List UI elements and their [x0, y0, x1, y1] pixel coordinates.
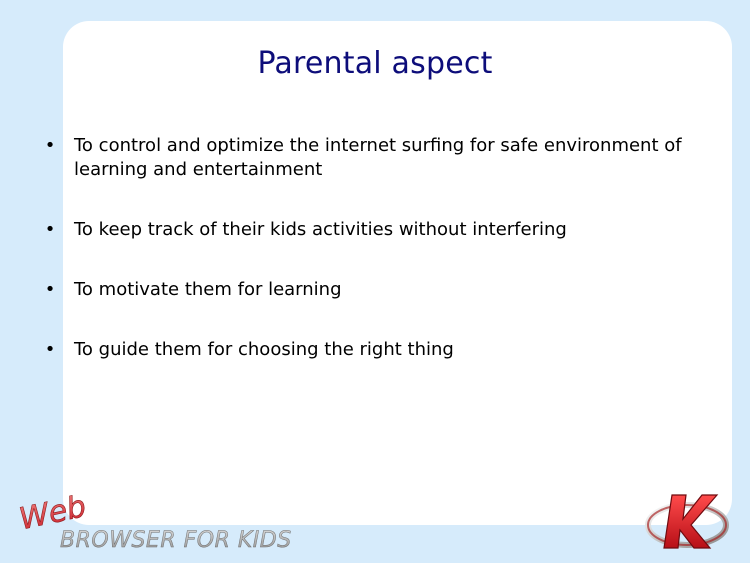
bullet-item — [44, 218, 704, 242]
bullet-item — [44, 278, 704, 302]
bullet-text: To control and optimize the internet surfing for safe environment of learning and entertainment — [74, 135, 682, 180]
bullet-text: To guide them for choosing the right thing — [74, 339, 454, 360]
bullet-text: To keep track of their kids activities without interfering — [74, 219, 567, 240]
bullet-dot: • — [44, 339, 56, 360]
k-swoosh-logo-icon — [644, 485, 730, 551]
bullet-list — [44, 134, 704, 398]
web-browser-for-kids-logo-icon — [14, 489, 292, 554]
bullet-dot: • — [44, 279, 56, 300]
bullet-item — [44, 338, 704, 362]
svg-text:Web: Web — [16, 489, 90, 538]
bullet-dot: • — [44, 219, 56, 240]
svg-text:BROWSER FOR KIDS: BROWSER FOR KIDS — [60, 528, 292, 553]
bullet-item — [44, 134, 704, 182]
bullet-dot: • — [44, 135, 56, 156]
bullet-text: To motivate them for learning — [74, 279, 342, 300]
slide-title: Parental aspect — [257, 46, 493, 81]
